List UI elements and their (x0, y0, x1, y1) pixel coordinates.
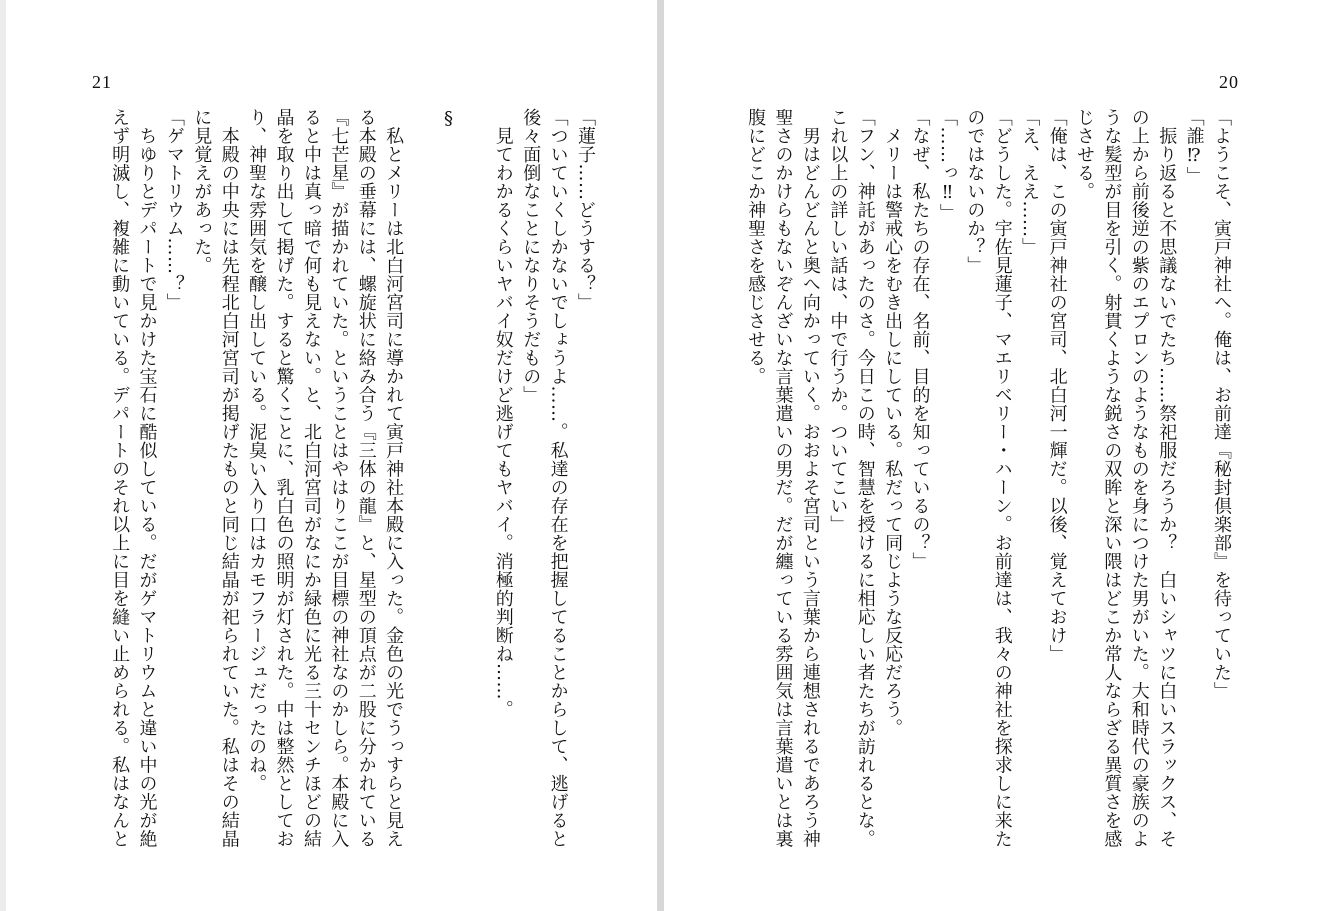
left-page-body-text: 「蓮子……どうする？」 「ついていくしかないでしょうよ……。私達の存在を把握してることからして、逃げると 後々面倒なことになりそうだもの」 見てわかるくらいヤバイ奴だけど逃げてもヤバイ。消極的判断ね……。 § 私とメリーは北白河宮司に導かれて寅戸神社本殿に入った。金色の光でうっすらと見え る本殿の垂幕には、螺旋状に絡み合う『三体の龍』と、星型の頂点が二股に分かれている 『七芒星』が描かれていた。ということはやはりここが目標の神社なのかしら。本殿に入 ると中は真っ暗で何も見えない。と、北白河宮司がなにか緑色に光る三十センチほどの結 晶を取り出して掲げた。すると驚くことに、乳白色の照明が灯された。中は整然としてお り、神聖な雰囲気を醸し出している。泥臭い入り口はカモフラージュだったのね。 本殿の中央には先程北白河宮司が掲げたものと同じ結晶が祀られていた。私はその結晶 に見覚えがあった。 「ゲマトリウム……？」 ちゆりとデパートで見かけた宝石に酷似している。だがゲマトリウムと違い中の光が絶 えず明滅し、複雑に動いている。デパートのそれ以上に目を縫い止められる。私はなんと (109, 108, 596, 848)
right-page-body-text: 「ようこそ、寅戸神社へ。俺は、お前達『秘封倶楽部』を待っていた」 「誰⁉」 振り返ると不思議ないでたち……祭祀服だろうか？ 白いシャツに白いスラックス、そ の上から前後逆の紫のエプロンのようなものを身につけた男がいた。大和時代の豪族のよ うな髪型が目を引く。射貫くような鋭さの双眸と深い隈はどこか常人ならざる異質さを感 じさせる。 「俺は、この寅戸神社の宮司、北白河一輝だ。以後、覚えておけ」 「え、ええ……」 「どうした。宇佐見蓮子、マエリベリー・ハーン。お前達は、我々の神社を探求しに来た のではないのか？」 「……っ‼」 「なぜ、私たちの存在、名前、目的を知っているの？」 メリーは警戒心をむき出しにしている。私だって同じような反応だろう。 「フン、神託があったのさ。今日この時、智慧を授けるに相応しい者たちが訪れるとな。 これ以上の詳しい話は、中で行うか。ついてこい」 男はどんどんと奥へ向かっていく。おおよそ宮司という言葉から連想されるであろう神 聖さのかけらもないぞんざいな言葉遣いの男だ。だが纏っている雰囲気は言葉遣いとは裏 腹にどこか神聖さを感じさせる。 (745, 108, 1232, 848)
right-page (664, 0, 1323, 911)
page-number-right: 20 (1219, 72, 1239, 92)
page-number-left: 21 (92, 72, 112, 92)
left-page (6, 0, 657, 911)
page-gutter (657, 0, 664, 911)
